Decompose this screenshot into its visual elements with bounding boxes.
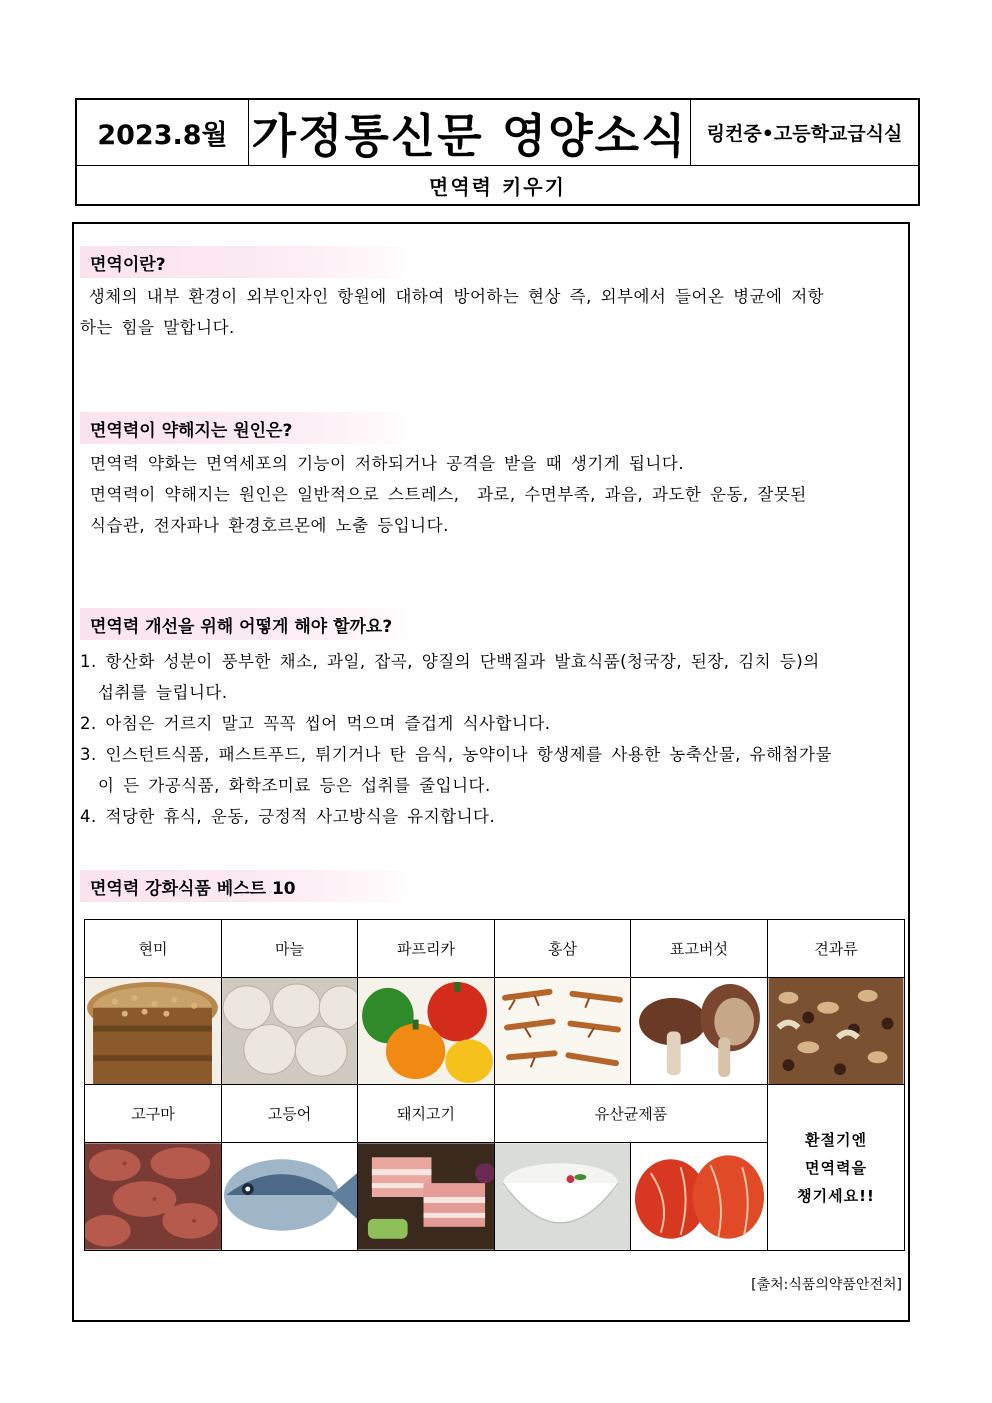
section2-line-3: 식습관, 전자파나 환경호르몬에 노출 등입니다.: [90, 516, 449, 535]
tip-item-3: 3. 인스턴트식품, 패스트푸드, 튀기거나 탄 음식, 농약이나 항생제를 사용한 농축산물, 유해첨가물: [80, 745, 832, 764]
pork-image: [358, 1143, 495, 1250]
school-name: 링컨중•고등학교급식실: [706, 123, 903, 145]
food-label-probiotics: 유산균제품: [495, 1085, 768, 1143]
food-label-red-ginseng: 홍삼: [495, 920, 631, 978]
paprika-image: [358, 978, 495, 1085]
section-heading-immunity: 면역이란?: [80, 246, 420, 278]
tip-line-1: 환절기엔: [805, 1130, 867, 1149]
kimchi-image: [631, 1143, 768, 1250]
food-label-brown-rice: 현미: [85, 920, 222, 978]
section2-line-1: 면역력 약화는 면역세포의 기능이 저하되거나 공격을 받을 때 생기게 됩니다.: [90, 454, 685, 473]
food-label-pork: 돼지고기: [358, 1085, 495, 1143]
red-ginseng-image: [495, 978, 631, 1085]
yogurt-image: [495, 1143, 631, 1250]
garlic-image: [222, 978, 358, 1085]
food-label-paprika: 파프리카: [358, 920, 495, 978]
section1-line-2: 하는 힘을 말합니다.: [80, 318, 235, 337]
section-heading-improvement: 면역력 개선을 위해 어떻게 해야 할까요?: [80, 608, 420, 640]
food-label-nuts: 견과류: [768, 920, 904, 978]
tip-line-2: 면역력을: [805, 1158, 867, 1177]
food-label-shiitake: 표고버섯: [631, 920, 768, 978]
newsletter-title: 가정통신문 영양소식: [249, 100, 691, 165]
food-label-mackerel: 고등어: [222, 1085, 358, 1143]
seasonal-tip: [768, 1085, 904, 1250]
section2-line-2: 면역력이 약해지는 원인은 일반적으로 스트레스, 과로, 수면부족, 과음, 과도한 운동, 잘못된: [90, 485, 807, 504]
header-top-row: [77, 100, 918, 166]
tip-item-1-cont: 섭취를 늘립니다.: [98, 683, 228, 702]
newsletter-subtitle: 면역력 키우기: [429, 174, 566, 199]
brown-rice-image: [85, 978, 222, 1085]
food-label-sweet-potato: 고구마: [85, 1085, 222, 1143]
section1-line-1: 생체의 내부 환경이 외부인자인 항원에 대하여 방어하는 현상 즉, 외부에서 들어온 병균에 저항: [80, 287, 825, 306]
tip-item-4: 4. 적당한 휴식, 운동, 긍정적 사고방식을 유지합니다.: [80, 807, 496, 826]
tip-line-3: 챙기세요!!: [797, 1186, 875, 1205]
main-content: [72, 222, 910, 1322]
source-credit: [출처:식품의약품안전처]: [751, 1277, 902, 1293]
food-label-garlic: 마늘: [222, 920, 358, 978]
tip-item-2: 2. 아침은 거르지 말고 꼭꼭 씹어 먹으며 즐겁게 식사합니다.: [80, 714, 551, 733]
issue-date: 2023.8월: [77, 100, 249, 165]
mackerel-image: [222, 1143, 358, 1250]
tip-item-1: 1. 항산화 성분이 풍부한 채소, 과일, 잡곡, 양질의 단백질과 발효식품(청국장, 된장, 김치 등)의: [80, 652, 820, 671]
section-heading-best-foods: 면역력 강화식품 베스트 10: [80, 870, 420, 902]
nuts-image: [768, 978, 904, 1085]
tip-item-3-cont: 이 든 가공식품, 화학조미료 등은 섭취를 줄입니다.: [98, 776, 491, 795]
food-table: [84, 919, 905, 1251]
newsletter-header: [75, 98, 920, 206]
section-heading-causes: 면역력이 약해지는 원인은?: [80, 412, 420, 444]
sweet-potato-image: [85, 1143, 222, 1250]
shiitake-image: [631, 978, 768, 1085]
